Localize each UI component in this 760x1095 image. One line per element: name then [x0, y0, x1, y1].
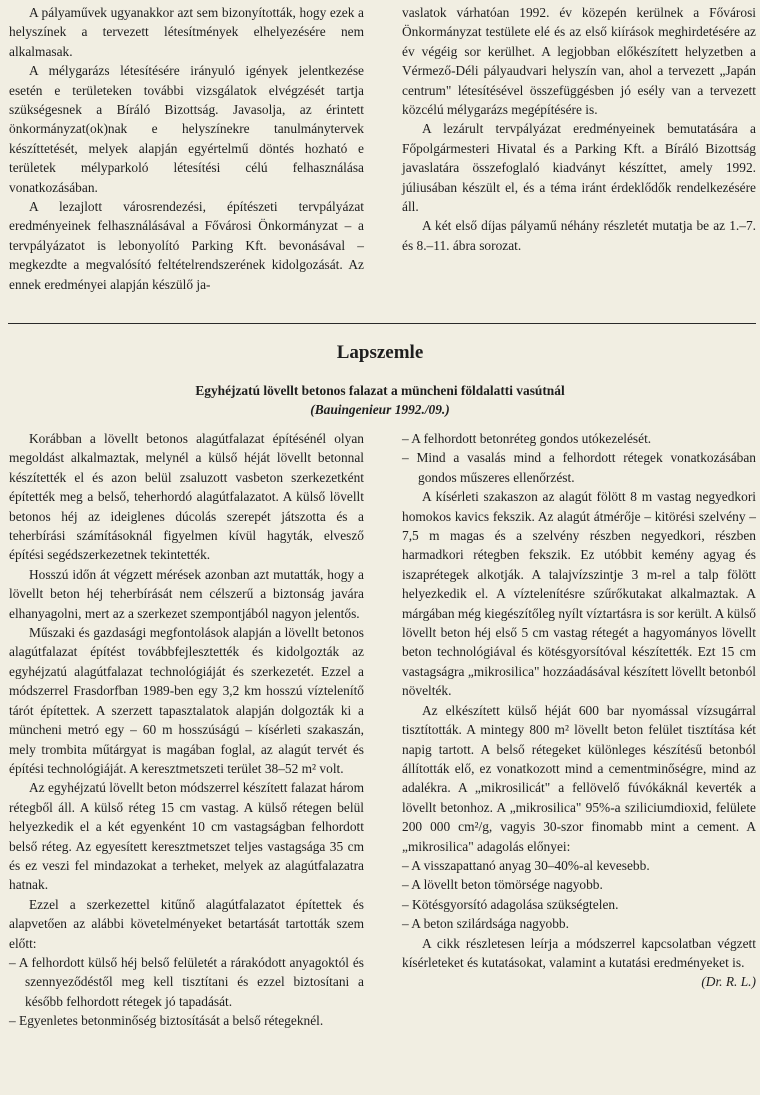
list-item: – Egyenletes betonminőség biztosítását a belső rétegeknél.: [9, 1013, 324, 1029]
article-title: Egyhéjzatú lövellt betonos falazat a müncheni földalatti vasútnál: [195, 383, 565, 398]
article-left-column: [9, 429, 364, 1031]
paragraph: Korábban a lövellt betonos alagútfalazat építésénél olyan megoldást alkalmaztak, melynél a külső héját lövellt betonnal készítették el és azon belül zsaluzott vasbeton szerkezetként építették meg a belső, teherhordó alagútfalazatot. A külső lövellt betonos héj az ideiglenes dúcolás szerepét játszotta és a teherbírási számításoknál figyelmen kívül hagyták, elvesző építési segédszerkezetnek tekintették.: [9, 431, 364, 563]
list-item: – A visszapattanó anyag 30–40%-al kevesebb.: [402, 857, 650, 873]
paragraph: A pályaművek ugyanakkor azt sem bizonyították, hogy ezek a helyszínek a tervezett létesítmények elhelyezésére nem alkalmasak.: [9, 5, 364, 59]
paragraph: Az elkészített külső héját 600 bar nyomással vízsugárral tisztították. A mintegy 800 m² lövellt beton felület tisztítása két napig tartott. A belső rétegeket különleges készítésű betonból állították elő, ez vonatkozott mind a cementminőségre, mind az adalékra. A „mikrosilicát" a fellövelő fúvókáknál keverték a lövellt betonhoz. A „mikrosilica" 95%-a sziliciumdioxid, felülete 200 000 cm²/g, vagyis 30-szor finomabb mint a cement. A „mikrosilica" adagolás előnyei:: [402, 702, 756, 854]
list-item: – Mind a vasalás mind a felhordott rétegek vonatkozásában gondos műszeres ellenőrzést.: [402, 450, 756, 485]
list-item: – A lövellt beton tömörsége nagyobb.: [402, 877, 603, 893]
article-source: (Bauingenieur 1992./09.): [310, 402, 450, 417]
paragraph: A lezárult tervpályázat eredményeinek bemutatására a Főpolgármesteri Hivatal és a Parking Kft. a Bíráló Bizottság javaslatára összefoglaló kiadványt készíttet, amely 1992. júliusában készült el, és a téma iránt érdeklődők rendelkezésére áll.: [402, 121, 756, 215]
paragraph: vaslatok várhatóan 1992. év közepén kerülnek a Fővárosi Önkormányzat testülete elé és az első kiírások meghirdetésére az év végéig sor kerülhet. A legjobban előkészített helyzetben a Vérmező-Déli pályaudvari helyszín van, ahol a tervezett „Japán centrum" létesítésével összefüggésben jó esély van a tervezett közcélú mélygarázs megépítésére is.: [402, 5, 756, 118]
top-right-column: [402, 3, 756, 255]
paragraph: A két első díjas pályamű néhány részletét mutatja be az 1.–7. és 8.–11. ábra sorozat.: [402, 218, 756, 253]
top-left-column: [9, 3, 364, 294]
list-item: – A felhordott külső héj belső felületét a rárakódott anyagoktól és szennyeződéstől meg kell tisztítani és ezzel biztosítani a később felhordott rétegek jó tapadását.: [9, 954, 364, 1009]
paragraph: Ezzel a szerkezettel kitűnő alagútfalazatot építettek és alapvetően az alábbi követelményeket betartását tartották szem előtt:: [9, 896, 364, 951]
paragraph: A mélygarázs létesítésére irányuló igények jelentkezése esetén e területeken további vizsgálatok elvégzését tartja szükségesnek a Bíráló Bizottság. Javasolja, az érintett önkormányzat(ok)nak e helyszínekre tanulmánytervek készíttetését, melyek alapján egyértelmű döntés hozható e területek mélyparkoló létesítési célú felhasználása vonatkozásában.: [9, 63, 364, 195]
list-item: – Kötésgyorsító adagolása szükségtelen.: [402, 896, 619, 912]
article-right-column: [402, 429, 756, 992]
section-title: Lapszemle: [336, 342, 424, 363]
paragraph: Az egyhéjzatú lövellt beton módszerrel készített falazat három rétegből áll. A külső réteg 15 cm vastag. A külső rétegen belül helyezkedik el a két egyenként 10 cm vastagságban felhordott belső réteg. Az egyesített keresztmetszet teljes vastagsága 35 cm és ez veszi fel mindazokat a terheket, melyek az alagútfalazatra hatnak.: [9, 780, 364, 893]
paragraph: Műszaki és gazdasági megfontolások alapján a lövellt betonos alagútfalazat építést továbbfejlesztették és kidolgozták az egyhéjzatú alagútfalazat technológiáját és szerkezetét. Ezzel a módszerrel Frasdorfban 1989-ben egy 3,2 km hosszú víztelenítő tárót építettek. A szerzett tapasztalatok alapján dolgozták ki a müncheni metró egy – 60 m hosszúságú – kísérleti szakaszán, mely trombita műtárgyat is magában foglal, az alagút tervét és építési technológiáját. A keresztmetszeti terület 38–52 m² volt.: [9, 625, 364, 776]
paragraph: Hosszú időn át végzett mérések azonban azt mutatták, hogy a lövellt beton héj teherbírását nem célszerű a biztonság javára elhanyagolni, mert az a szerkezet szempontjából nagyon jelentős.: [9, 566, 364, 621]
paragraph: A kísérleti szakaszon az alagút fölött 8 m vastag negyedkori homokos kavics fekszik. Az alagút átmérője – kitörési szelvény – 7,5 m magas és a szelvény részben negyedkori, részben harmadkori rétegben fekszik. Ez utóbbit kemény agyag és iszaprétegek alkotják. A talajvízszintje 3 m-rel a talp fölött helyezkedik el. A víztelenítésre szűrőkutakat alkalmaztak. A márgában még kiegészítőleg nyílt víztartásra is sor került. A külső lövellt beton héj első 5 cm vastag rétegét a hagyományos lövellt beton technológiával és kötésgyorsítóval készítették. Ezt 15 cm vastagságra „mikrosilica" hozzáadásával készített lövellt betonból növelték.: [402, 489, 756, 699]
list-item: – A felhordott betonréteg gondos utókezelését.: [402, 431, 652, 446]
paragraph: A cikk részletesen leírja a módszerrel kapcsolatban végzett kísérleteket és kutatásokat, valamint a kutatási eredményeket is.: [402, 935, 756, 970]
paragraph: A lezajlott városrendezési, építészeti tervpályázat eredményeinek felhasználásával a Fővárosi Önkormányzat – a tervpályázatot is lebonyolító Parking Kft. bevonásával – megkezdte a megvalósító feltételrendszerének kidolgozását. Az ennek eredményei alapján készülő ja-: [9, 199, 364, 292]
list-item: – A beton szilárdsága nagyobb.: [402, 916, 569, 932]
author-signature: (Dr. R. L.): [701, 974, 756, 990]
section-divider: [8, 323, 756, 324]
